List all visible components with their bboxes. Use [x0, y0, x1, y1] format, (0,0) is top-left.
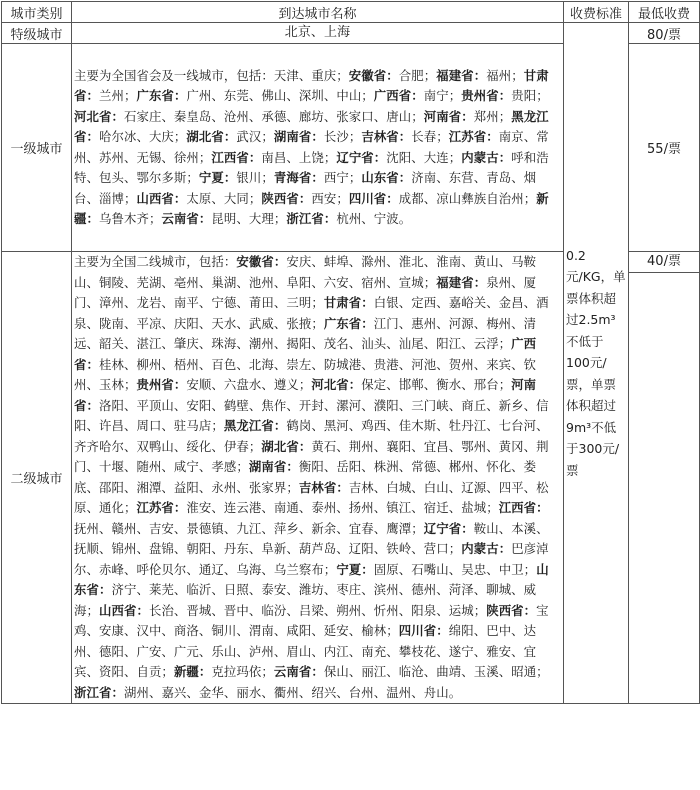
- province-label: 安徽省：: [348, 67, 399, 83]
- province-cities: 鹤岗、黑河、鸡西、佳木斯、牡丹江、七台河、齐齐哈尔、双鸭山、绥化、伊春；: [74, 418, 549, 454]
- province-cities: 巴彦淖尔、赤峰、呼伦贝尔、通辽、乌海、乌兰察布；: [74, 541, 549, 577]
- province-cities: 克拉玛依；: [211, 664, 274, 679]
- category-tier2: 二级城市: [2, 252, 72, 704]
- province-cities: 黄石、荆州、襄阳、宜昌、鄂州、黄冈、荆门、十堰、随州、咸宁、孝感；: [74, 438, 549, 474]
- province-cities: 合肥；: [398, 67, 437, 83]
- province-cities: 固原、石嘴山、吴忠、中卫；: [373, 561, 537, 577]
- province-label: 贵州省：: [461, 88, 512, 103]
- header-category: 城市类别: [2, 2, 72, 23]
- province-cities: 湖州、嘉兴、金华、丽水、衢州、绍兴、台州、温州、舟山。: [123, 684, 462, 700]
- cities-tier2: [72, 252, 564, 704]
- province-label: 山东省：: [74, 561, 549, 597]
- province-cities: 贵阳；: [511, 88, 549, 103]
- province-cities: 南京、常州、苏州、无锡、徐州；: [74, 129, 549, 165]
- province-label: 四川省：: [348, 190, 399, 206]
- province-label: 宁夏：: [336, 561, 374, 577]
- province-cities: 安庆、蚌埠、滁州、淮北、淮南、黄山、马鞍山、铜陵、芜湖、亳州、巢湖、池州、阜阳、六安、宿州、宣城；: [74, 254, 537, 290]
- province-cities: 西安；: [311, 190, 349, 206]
- province-cities: 宝鸡、安康、汉中、商洛、铜川、渭南、咸阳、延安、榆林；: [74, 602, 549, 638]
- province-cities: 杭州、宁波。: [336, 211, 412, 226]
- cities-tier1-intro: 主要为全国省会及一线城市，包括：天津、重庆；: [74, 67, 349, 83]
- cities-tier2-groups: [74, 254, 549, 700]
- province-cities: 白银、定西、嘉峪关、金昌、酒泉、陇南、平凉、庆阳、天水、武威、张掖；: [74, 295, 549, 331]
- cities-tier1: [72, 44, 564, 252]
- province-cities: 哈尔冰、大庆；: [98, 129, 187, 144]
- province-cities: 衡阳、岳阳、株洲、常德、郴州、怀化、娄底、邵阳、湘潭、益阳、永州、张家界；: [74, 459, 537, 495]
- province-label: 河北省：: [311, 377, 362, 392]
- province-cities: 呼和浩特、包头、鄂尔多斯；: [74, 149, 549, 185]
- province-cities: 保山、丽江、临沧、曲靖、玉溪、昭通；: [323, 664, 549, 679]
- province-label: 江苏省：: [136, 500, 187, 515]
- province-label: 黑龙江省：: [74, 108, 549, 144]
- province-label: 江苏省：: [448, 129, 499, 144]
- province-label: 云南省：: [161, 211, 212, 226]
- cities-special: 北京、上海: [72, 23, 564, 44]
- province-cities: 昆明、大理；: [211, 211, 287, 226]
- province-label: 安徽省：: [236, 254, 287, 269]
- province-cities: 抚州、赣州、吉安、景德镇、九江、萍乡、新余、宜春、鹰潭；: [74, 520, 424, 536]
- province-label: 新疆：: [74, 190, 549, 226]
- province-label: 河北省：: [74, 108, 124, 124]
- min-fee-tier2-cell: [629, 252, 700, 704]
- province-label: 吉林省：: [298, 479, 349, 495]
- province-cities: 吉林、白城、白山、辽源、四平、松原、通化；: [74, 479, 549, 515]
- province-label: 甘肃省：: [323, 295, 374, 310]
- province-label: 云南省：: [273, 664, 324, 679]
- province-label: 甘肃省：: [74, 67, 549, 103]
- cities-tier2-intro: 主要为全国二线城市，包括：: [74, 254, 237, 269]
- min-fee-special: 80/票: [629, 23, 700, 44]
- province-cities: 南昌、上饶；: [261, 149, 337, 165]
- province-label: 江西省：: [211, 149, 262, 165]
- province-cities: 洛阳、平顶山、安阳、鹤壁、焦作、开封、漯河、濮阳、三门峡、商丘、新乡、信阳、许昌、周口、驻马店；: [74, 397, 549, 433]
- province-label: 新疆：: [173, 664, 212, 679]
- province-cities: 长治、晋城、晋中、临汾、吕梁、朔州、忻州、阳泉、运城；: [148, 602, 487, 618]
- province-label: 广东省：: [323, 315, 374, 331]
- header-min-fee: 最低收费: [629, 2, 700, 23]
- province-cities: 济宁、莱芜、临沂、日照、泰安、潍坊、枣庄、滨州、德州、菏泽、聊城、威海；: [74, 582, 537, 618]
- province-cities: 安顺、六盘水、遵义；: [186, 377, 312, 392]
- table-row-special: [2, 23, 700, 44]
- province-label: 湖南省：: [248, 459, 299, 474]
- province-cities: 泉州、厦门、漳州、龙岩、南平、宁德、莆田、三明；: [74, 274, 537, 310]
- province-label: 内蒙古：: [461, 541, 512, 556]
- header-cities: 到达城市名称: [72, 2, 564, 23]
- province-label: 青海省：: [273, 170, 324, 185]
- province-label: 山西省：: [98, 602, 149, 618]
- province-cities: 广州、东莞、佛山、深圳、中山；: [186, 88, 374, 103]
- province-label: 四川省：: [398, 623, 449, 638]
- province-cities: 武汉；: [236, 129, 274, 144]
- header-fee: 收费标准: [564, 2, 629, 23]
- province-label: 内蒙古：: [461, 149, 512, 165]
- province-cities: 济南、东营、青岛、烟台、淄博；: [74, 170, 537, 206]
- province-label: 湖北省：: [186, 129, 237, 144]
- province-label: 辽宁省：: [336, 149, 387, 165]
- province-cities: 西宁；: [323, 170, 362, 185]
- province-label: 吉林省：: [361, 129, 412, 144]
- province-label: 湖南省：: [273, 129, 324, 144]
- province-cities: 沈阳、大连；: [386, 149, 462, 165]
- province-label: 福建省：: [436, 274, 487, 290]
- min-fee-tier2: 40/票: [629, 252, 699, 273]
- province-label: 宁夏：: [198, 170, 237, 185]
- province-cities: 淮安、连云港、南通、泰州、扬州、镇江、宿迁、盐城；: [186, 500, 499, 515]
- fee-standard: 0.2元/KG，单票体积超过2.5m³不低于100元/票，单票体积超过9m³不低于300元/票: [564, 23, 629, 704]
- province-label: 山西省：: [136, 190, 187, 206]
- province-label: 广西省：: [74, 336, 537, 372]
- category-tier1: 一级城市: [2, 44, 72, 252]
- province-label: 黑龙江省：: [223, 418, 287, 433]
- province-cities: 兰州；: [98, 88, 137, 103]
- fee-table: [1, 1, 700, 704]
- province-label: 陕西省：: [486, 602, 537, 618]
- province-label: 广西省：: [373, 88, 424, 103]
- province-label: 贵州省：: [136, 377, 187, 392]
- province-cities: 成都、凉山彝族自治州；: [398, 190, 537, 206]
- province-cities: 乌鲁木齐；: [98, 211, 162, 226]
- province-label: 河南省：: [423, 108, 474, 124]
- province-label: 浙江省：: [74, 684, 124, 700]
- province-label: 河南省：: [74, 377, 537, 413]
- province-cities: 江门、惠州、河源、梅州、清远、韶关、湛江、肇庆、珠海、潮州、揭阳、茂名、汕头、汕尾、阳江、云浮；: [74, 315, 537, 351]
- province-label: 浙江省：: [286, 211, 337, 226]
- province-cities: 保定、邯郸、衡水、邢台；: [361, 377, 512, 392]
- province-cities: 石家庄、秦皇岛、沧州、承德、廊坊、张家口、唐山；: [123, 108, 424, 124]
- province-cities: 绵阳、巴中、达州、德阳、广安、广元、乐山、泸州、眉山、内江、南充、攀枝花、遂宁、雅安、宜宾、资阳、自贡；: [74, 623, 537, 679]
- province-cities: 太原、大同；: [186, 190, 262, 206]
- province-cities: 郑州；: [473, 108, 512, 124]
- province-cities: 长沙；: [323, 129, 362, 144]
- cities-tier1-groups: [74, 68, 549, 227]
- category-special: 特级城市: [2, 23, 72, 44]
- province-cities: 桂林、柳州、梧州、百色、北海、崇左、防城港、贵港、河池、贺州、来宾、钦州、玉林；: [74, 356, 537, 392]
- province-label: 湖北省：: [261, 438, 312, 454]
- province-label: 江西省：: [498, 500, 549, 515]
- province-label: 山东省：: [361, 170, 412, 185]
- province-cities: 长春；: [411, 129, 449, 144]
- province-cities: 福州；: [486, 67, 524, 83]
- province-cities: 鞍山、本溪、抚顺、锦州、盘锦、朝阳、丹东、阜新、葫芦岛、辽阳、铁岭、营口；: [74, 520, 549, 556]
- province-label: 福建省：: [436, 67, 487, 83]
- province-cities: 银川；: [236, 170, 274, 185]
- province-cities: 南宁；: [423, 88, 462, 103]
- province-label: 陕西省：: [261, 190, 312, 206]
- province-label: 辽宁省：: [423, 520, 474, 536]
- min-fee-tier1: 55/票: [629, 44, 700, 252]
- province-label: 广东省：: [136, 88, 187, 103]
